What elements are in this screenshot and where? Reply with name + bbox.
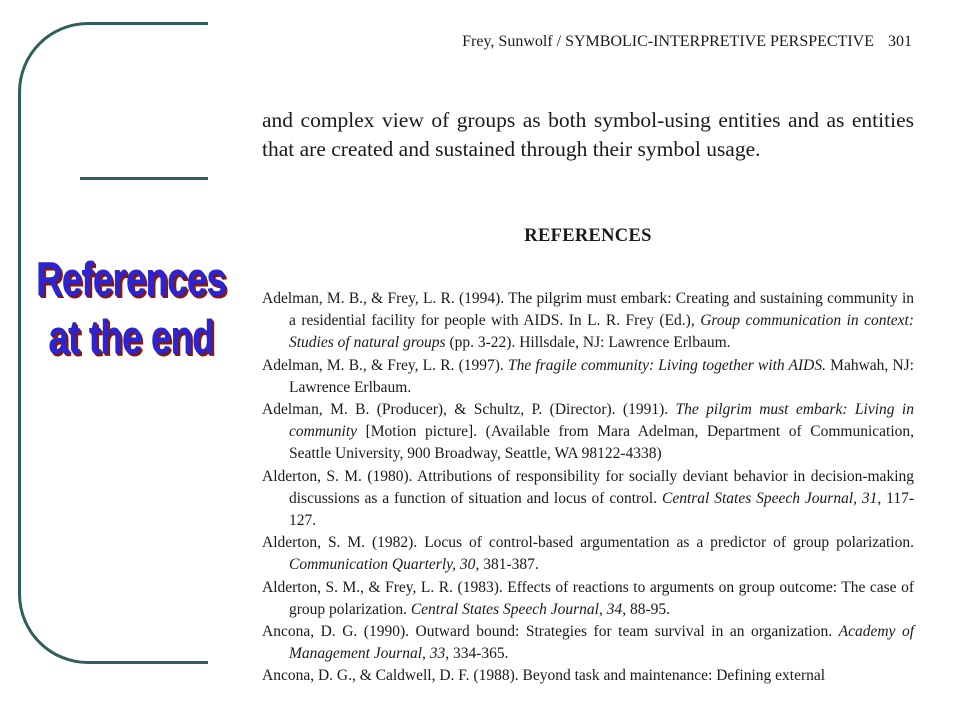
running-title: Frey, Sunwolf / SYMBOLIC-INTERPRETIVE PERSPECTIVE — [462, 33, 874, 50]
reference-text: Adelman, M. B., & Frey, L. R. (1994). The pilgrim must embark: Creating and sustaining community in a residential facility for people with AIDS. In L. R. Frey (Ed.), — [262, 290, 914, 330]
reference-list — [262, 288, 914, 688]
reference-entry — [262, 355, 914, 399]
reference-text: Alderton, S. M. (1980). Attributions of responsibility for socially deviant behavior in decision-making discussions as a function of situation and locus of control. — [262, 467, 914, 507]
callout-line-1: References — [36, 252, 226, 305]
page-header — [380, 33, 912, 51]
slide-bracket-tick — [80, 177, 208, 180]
reference-title: The pilgrim must embark: Living in community — [289, 401, 914, 441]
reference-text: , 334-365. — [445, 645, 509, 663]
reference-entry — [262, 399, 914, 466]
reference-entry — [262, 665, 914, 687]
reference-text: Ancona, D. G., & Caldwell, D. F. (1988). Beyond task and maintenance: Defining external — [262, 667, 826, 685]
reference-text: , 381-387. — [475, 556, 539, 574]
reference-entry — [262, 532, 914, 576]
reference-text: Alderton, S. M., & Frey, L. R. (1983). Effects of reactions to arguments on group outcome: The case of group polarization. — [262, 578, 914, 618]
reference-entry — [262, 621, 914, 665]
reference-title: Group communication in context: Studies of natural groups — [289, 312, 915, 352]
reference-title: Central States Speech Journal, 34 — [410, 600, 623, 618]
reference-text: [Motion picture]. (Available from Mara Adelman, Department of Communication, Seattle University, 900 Broadway, Seattle, WA 98122-4338) — [289, 423, 914, 463]
reference-text: (pp. 3-22). Hillsdale, NJ: Lawrence Erlbaum. — [445, 334, 731, 352]
reference-title: Academy of Management Journal, 33 — [289, 623, 914, 663]
reference-entry — [262, 288, 914, 355]
reference-text: Adelman, M. B. (Producer), & Schultz, P. (Director). (1991). — [262, 401, 676, 419]
reference-text: Adelman, M. B., & Frey, L. R. (1997). — [262, 356, 508, 374]
reference-title: The fragile community: Living together with AIDS. — [508, 356, 826, 374]
reference-title: Communication Quarterly, 30 — [289, 556, 476, 574]
reference-entry — [262, 466, 914, 533]
page-number: 301 — [888, 33, 912, 50]
reference-title: Central States Speech Journal, 31 — [662, 489, 878, 507]
reference-text: Alderton, S. M. (1982). Locus of control-based argumentation as a predictor of group polarization. — [262, 534, 914, 552]
references-callout — [29, 250, 233, 366]
reference-text: , 88-95. — [622, 600, 670, 618]
reference-text: Ancona, D. G. (1990). Outward bound: Strategies for team survival in an organization. — [262, 623, 839, 641]
reference-text: Mahwah, NJ: Lawrence Erlbaum. — [289, 356, 914, 396]
intro-paragraph: and complex view of groups as both symbol-using entities and as entities that are created and sustained through their symbol usage. — [262, 108, 914, 161]
reference-text: , 117-127. — [289, 489, 915, 530]
reference-entry — [262, 577, 914, 621]
references-heading: REFERENCES — [524, 226, 652, 246]
callout-line-2: at the end — [48, 310, 214, 363]
